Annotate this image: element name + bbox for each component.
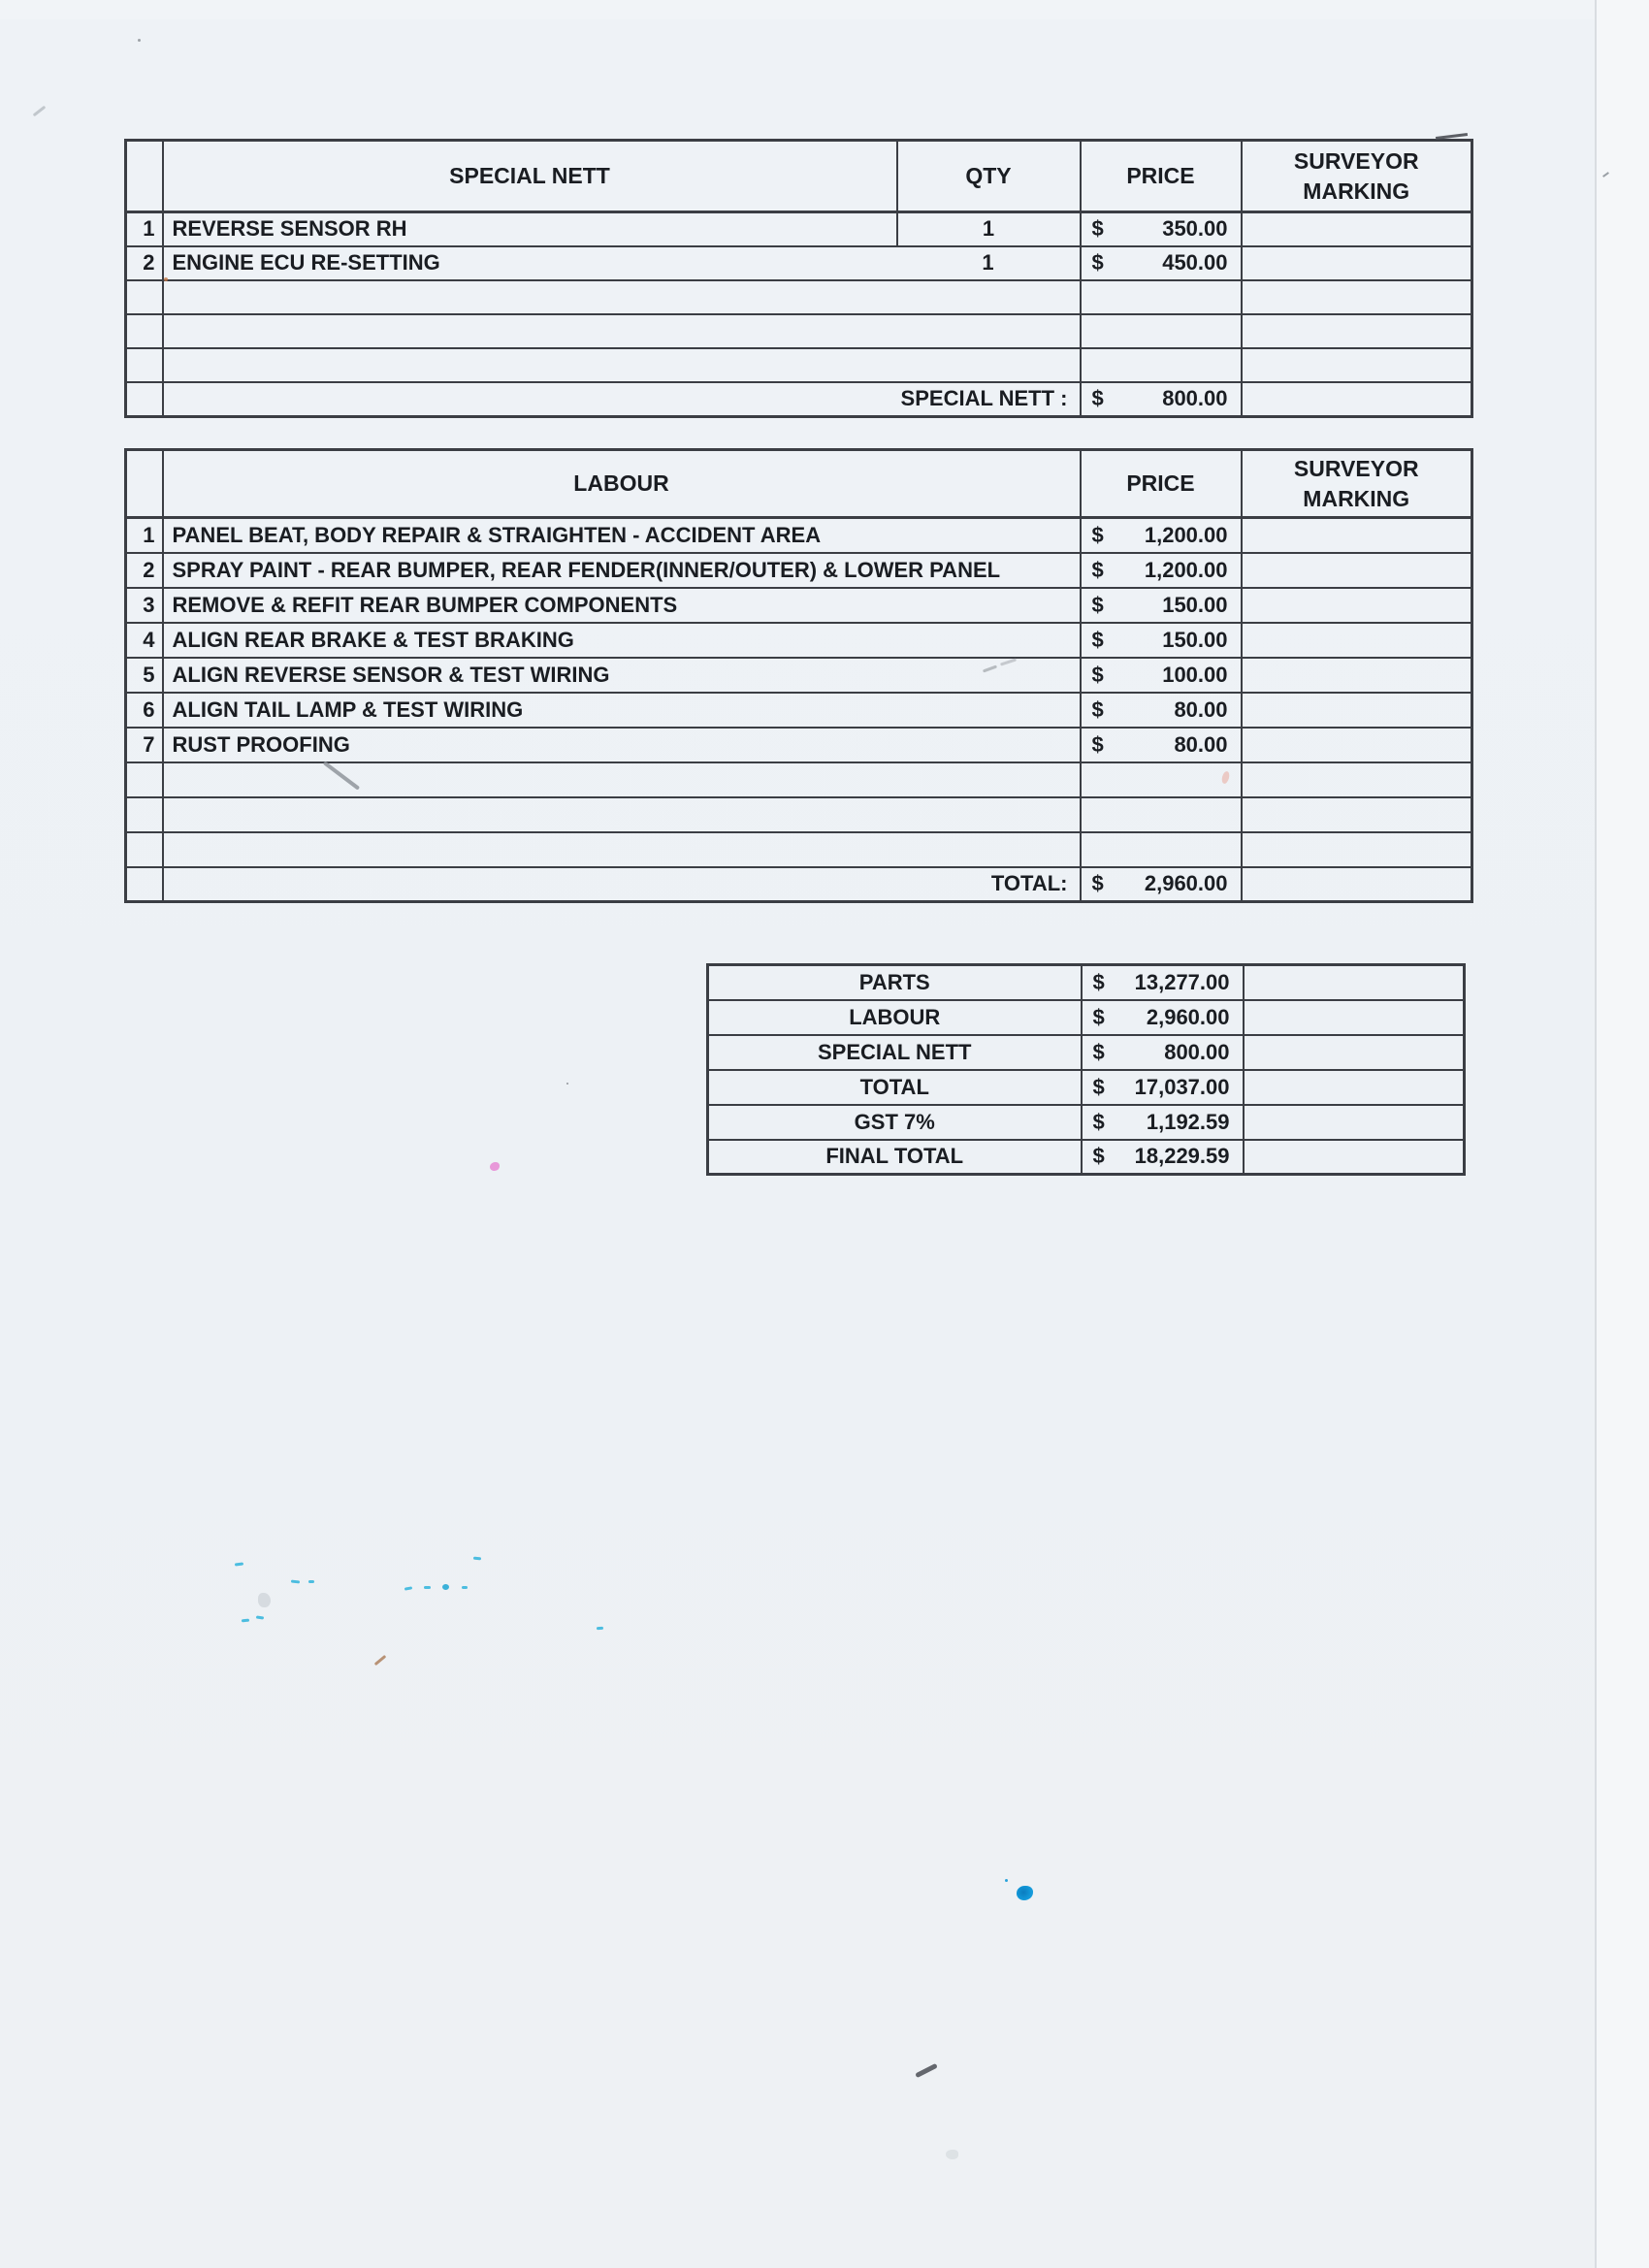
item-price-cell (1081, 728, 1242, 762)
currency-symbol: $ (1091, 522, 1104, 547)
summary-amount: 18,229.59 (1134, 1144, 1230, 1169)
price-header: PRICE (1081, 141, 1242, 212)
cyan-ink-speck (256, 1615, 264, 1619)
surveyor-marking-header (1242, 141, 1472, 212)
scanner-top-margin (0, 0, 1649, 19)
summary-blank-cell (1244, 1000, 1465, 1035)
item-qty: 1 (897, 212, 1081, 246)
summary-row-gst (708, 1105, 1465, 1140)
summary-row-final-total (708, 1140, 1465, 1175)
pencil-curve-mark (33, 106, 47, 117)
summary-amount-cell (1082, 1000, 1244, 1035)
qty-header: QTY (897, 141, 1081, 212)
special-nett-total-cell (1081, 382, 1242, 417)
currency-symbol: $ (1091, 557, 1104, 582)
row-number: 7 (126, 728, 163, 762)
currency-symbol: $ (1092, 1039, 1105, 1064)
summary-blank-cell (1244, 965, 1465, 1000)
item-price-cell (1081, 553, 1242, 588)
item-description: REVERSE SENSOR RH (163, 212, 897, 246)
summary-blank-cell (1244, 1105, 1465, 1140)
surveyor-marking-cell (1242, 518, 1472, 553)
item-price-cell (1081, 246, 1242, 280)
labour-total-label: TOTAL: (163, 867, 1081, 902)
item-price-cell (1081, 212, 1242, 246)
labour-total-cell (1081, 867, 1242, 902)
blue-ink-dot (1017, 1886, 1033, 1900)
num-header-cell (126, 141, 163, 212)
summary-amount: 1,192.59 (1146, 1109, 1230, 1134)
surveyor-marking-cell (1242, 246, 1472, 280)
table-row (126, 658, 1472, 693)
currency-symbol: $ (1091, 592, 1104, 617)
summary-label: GST 7% (708, 1105, 1082, 1140)
item-description: REMOVE & REFIT REAR BUMPER COMPONENTS (163, 588, 1081, 623)
special-nett-header-row (126, 141, 1472, 212)
row-number: 3 (126, 588, 163, 623)
currency-symbol: $ (1091, 627, 1104, 652)
summary-label: TOTAL (708, 1070, 1082, 1105)
row-number: 2 (126, 246, 163, 280)
item-description: ALIGN TAIL LAMP & TEST WIRING (163, 693, 1081, 728)
surveyor-marking-cell (1242, 693, 1472, 728)
cyan-ink-speck (242, 1619, 249, 1623)
summary-label: PARTS (708, 965, 1082, 1000)
summary-row-total (708, 1070, 1465, 1105)
empty-row (126, 314, 1472, 348)
price-amount: 80.00 (1174, 731, 1228, 757)
labour-total-amount: 2,960.00 (1144, 871, 1228, 896)
surveyor-marking-cell (1242, 658, 1472, 693)
price-amount: 1,200.00 (1144, 557, 1228, 582)
cyan-ink-speck (442, 1584, 449, 1590)
scan-speck (138, 39, 141, 42)
surveyor-marking-header (1242, 450, 1472, 518)
surveyor-marking-label: SURVEYOR MARKING (1293, 148, 1419, 204)
item-price-cell (1081, 658, 1242, 693)
special-nett-total-amount: 800.00 (1162, 386, 1228, 411)
table-row (126, 518, 1472, 553)
summary-label: LABOUR (708, 1000, 1082, 1035)
item-description: SPRAY PAINT - REAR BUMPER, REAR FENDER(INNER/OUTER) & LOWER PANEL (163, 553, 1081, 588)
grey-smudge (258, 1593, 271, 1607)
summary-amount-cell (1082, 1140, 1244, 1175)
surveyor-marking-label: SURVEYOR MARKING (1293, 456, 1419, 511)
cyan-ink-speck (291, 1580, 300, 1584)
currency-symbol: $ (1092, 1074, 1105, 1099)
summary-amount: 2,960.00 (1146, 1004, 1230, 1029)
blue-ink-speck (1005, 1879, 1008, 1882)
currency-symbol: $ (1092, 969, 1105, 994)
summary-amount-cell (1082, 1105, 1244, 1140)
surveyor-marking-cell (1242, 553, 1472, 588)
currency-symbol: $ (1091, 871, 1104, 896)
table-row (126, 246, 1472, 280)
cyan-ink-speck (597, 1627, 603, 1631)
table-row (126, 693, 1472, 728)
pencil-slash-mark (915, 2063, 938, 2078)
price-amount: 1,200.00 (1144, 522, 1228, 547)
currency-symbol: $ (1091, 697, 1104, 722)
price-amount: 100.00 (1162, 662, 1228, 687)
table-row (126, 588, 1472, 623)
currency-symbol: $ (1092, 1144, 1105, 1169)
summary-blank-cell (1244, 1070, 1465, 1105)
currency-symbol: $ (1091, 662, 1104, 687)
cyan-ink-speck (308, 1580, 314, 1583)
currency-symbol: $ (1092, 1109, 1105, 1134)
item-price-cell (1081, 588, 1242, 623)
special-nett-title: SPECIAL NETT (163, 141, 897, 212)
summary-blank-cell (1244, 1140, 1465, 1175)
empty-row (126, 280, 1472, 314)
surveyor-marking-cell (1242, 728, 1472, 762)
cyan-ink-speck (473, 1557, 481, 1561)
table-row (126, 553, 1472, 588)
labour-title: LABOUR (163, 450, 1081, 518)
summary-amount: 17,037.00 (1134, 1074, 1230, 1099)
currency-symbol: $ (1092, 1004, 1105, 1029)
price-amount: 80.00 (1174, 697, 1228, 722)
price-header: PRICE (1081, 450, 1242, 518)
item-price-cell (1081, 693, 1242, 728)
special-nett-total-row (126, 382, 1472, 417)
surveyor-marking-cell (1242, 382, 1472, 417)
price-amount: 150.00 (1162, 592, 1228, 617)
labour-total-row (126, 867, 1472, 902)
item-description: ALIGN REAR BRAKE & TEST BRAKING (163, 623, 1081, 658)
item-description: RUST PROOFING (163, 728, 1081, 762)
row-number: 1 (126, 212, 163, 246)
summary-amount-cell (1082, 1070, 1244, 1105)
faint-smudge (946, 2150, 958, 2159)
cyan-ink-speck (462, 1586, 468, 1589)
table-row (126, 623, 1472, 658)
summary-label: FINAL TOTAL (708, 1140, 1082, 1175)
summary-amount: 800.00 (1164, 1039, 1230, 1064)
labour-table (124, 448, 1473, 903)
row-number: 2 (126, 553, 163, 588)
summary-amount-cell (1082, 965, 1244, 1000)
item-price-cell (1081, 518, 1242, 553)
scan-speck (566, 1083, 568, 1085)
empty-row (126, 762, 1472, 797)
table-row (126, 212, 1472, 246)
empty-row (126, 348, 1472, 382)
item-description: PANEL BEAT, BODY REPAIR & STRAIGHTEN - ACCIDENT AREA (163, 518, 1081, 553)
summary-amount-cell (1082, 1035, 1244, 1070)
cyan-ink-speck (424, 1586, 431, 1589)
summary-row-labour (708, 1000, 1465, 1035)
currency-symbol: $ (1091, 386, 1104, 411)
row-number: 4 (126, 623, 163, 658)
currency-symbol: $ (1091, 216, 1104, 242)
summary-label: SPECIAL NETT (708, 1035, 1082, 1070)
item-description: ENGINE ECU RE-SETTING (163, 246, 897, 280)
item-qty: 1 (897, 246, 1081, 280)
labour-header-row (126, 450, 1472, 518)
surveyor-marking-cell (1242, 212, 1472, 246)
summary-row-special-nett (708, 1035, 1465, 1070)
price-amount: 450.00 (1162, 250, 1228, 275)
summary-table (706, 963, 1466, 1176)
summary-amount: 13,277.00 (1134, 969, 1230, 994)
cyan-ink-speck (235, 1562, 243, 1566)
cyan-ink-speck (404, 1586, 412, 1590)
pink-ink-dot (490, 1162, 500, 1171)
surveyor-marking-cell (1242, 588, 1472, 623)
row-number: 1 (126, 518, 163, 553)
paper-right-edge (1595, 0, 1649, 2268)
item-description: ALIGN REVERSE SENSOR & TEST WIRING (163, 658, 1081, 693)
surveyor-marking-cell (1242, 623, 1472, 658)
price-amount: 350.00 (1162, 216, 1228, 242)
currency-symbol: $ (1091, 250, 1104, 275)
empty-row (126, 797, 1472, 832)
special-nett-total-label: SPECIAL NETT : (163, 382, 1081, 417)
summary-blank-cell (1244, 1035, 1465, 1070)
empty-row (126, 832, 1472, 867)
price-amount: 150.00 (1162, 627, 1228, 652)
row-number: 5 (126, 658, 163, 693)
brown-speck (374, 1655, 387, 1666)
item-price-cell (1081, 623, 1242, 658)
currency-symbol: $ (1091, 731, 1104, 757)
row-number: 6 (126, 693, 163, 728)
summary-row-parts (708, 965, 1465, 1000)
special-nett-table (124, 139, 1473, 418)
table-row (126, 728, 1472, 762)
surveyor-marking-cell (1242, 867, 1472, 902)
num-header-cell (126, 450, 163, 518)
